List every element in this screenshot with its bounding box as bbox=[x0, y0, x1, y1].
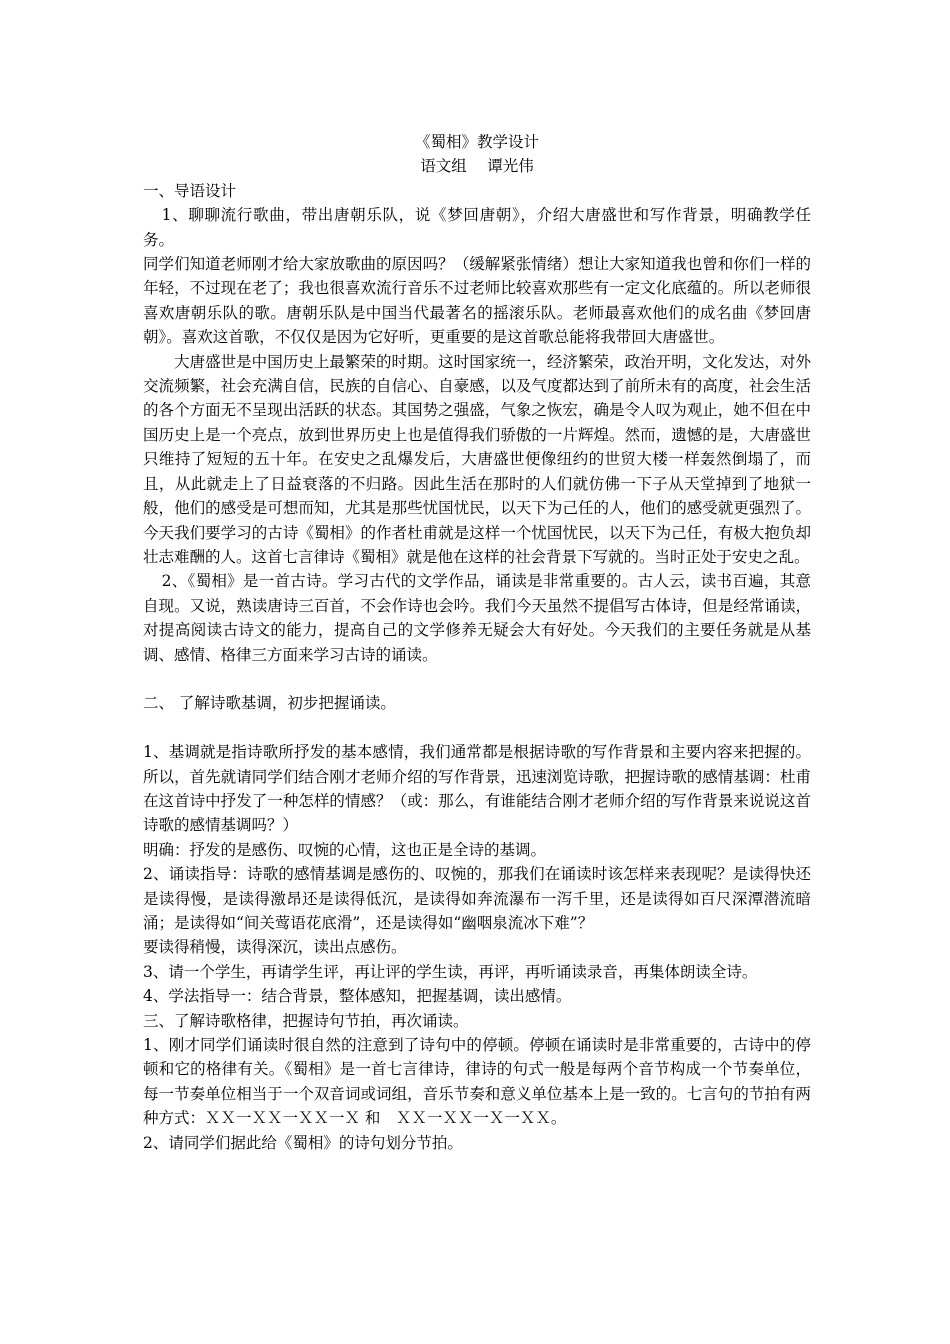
paragraph: 大唐盛世是中国历史上最繁荣的时期。这时国家统一，经济繁荣，政治开明，文化发达，对外交流频繁，社会充满自信，民族的自信心、自豪感，以及气度都达到了前所未有的高度，社会生活的各个方面无不呈现出活跃的状态。其国势之强盛，气象之恢宏，确是令人叹为观止，她不但在中国历史上是一个亮点，放到世界历史上也是值得我们骄傲的一片辉煌。然而，遗憾的是，大唐盛世只维持了短短的五十年。在安史之乱爆发后，大唐盛世便像纽约的世贸大楼一样轰然倒塌了，而且，从此就走上了日益衰落的不归路。因此生活在那时的人们就仿佛一下子从天堂掉到了地狱一般，他们的感受是可想而知，尤其是那些忧国忧民，以天下为己任的人，他们的感受就更强烈了。今天我们要学习的古诗《蜀相》的作者杜甫就是这样一个忧国忧民，以天下为己任，有极大抱负却壮志难酬的人。这首七言律诗《蜀相》就是他在这样的社会背景下写就的。当时正处于安史之乱。 bbox=[143, 352, 811, 566]
paragraph: 2、诵读指导：诗歌的感情基调是感伤的、叹惋的，那我们在诵读时该怎样来表现呢？是读得快还是读得慢，是读得激昂还是读得低沉，是读得如奔流瀑布一泻千里，还是读得如百尺深潭潜流暗涌；是读得如“间关莺语花底滑”，还是读得如“幽咽泉流冰下难”？ bbox=[143, 865, 811, 932]
paragraph: 4、学法指导一：结合背景，整体感知，把握基调，读出感情。 bbox=[143, 987, 572, 1006]
paragraph: 1、基调就是指诗歌所抒发的基本感情，我们通常都是根据诗歌的写作背景和主要内容来把握的。所以，首先就请同学们结合刚才老师介绍的写作背景，迅速浏览诗歌，把握诗歌的感情基调：杜甫在这首诗中抒发了一种怎样的情感？（或：那么，有谁能结合刚才老师介绍的写作背景来说说这首诗歌的感情基调吗？） bbox=[143, 743, 811, 835]
section-heading-1: 一、导语设计 bbox=[143, 181, 237, 200]
document-author: 语文组 谭光伟 bbox=[420, 157, 534, 176]
document-body bbox=[143, 130, 811, 1155]
paragraph: 2、《蜀相》是一首古诗。学习古代的文学作品，诵读是非常重要的。古人云，读书百遍，其意自现。又说，熟读唐诗三百首，不会作诗也会吟。我们今天虽然不提倡写古体诗，但是经常诵读，对提高阅读古诗文的能力，提高自己的文学修养无疑会大有好处。今天我们的主要任务就是从基调、感情、格律三方面来学习古诗的诵读。 bbox=[143, 572, 811, 664]
section-heading-3: 三、了解诗歌格律，把握诗句节拍，再次诵读。 bbox=[143, 1011, 469, 1030]
paragraph: 1、聊聊流行歌曲，带出唐朝乐队，说《梦回唐朝》，介绍大唐盛世和写作背景，明确教学任务。 bbox=[143, 206, 811, 249]
section-heading-2: 二、 了解诗歌基调，初步把握诵读。 bbox=[143, 694, 396, 713]
paragraph: 明确：抒发的是感伤、叹惋的心情，这也正是全诗的基调。 bbox=[143, 840, 547, 859]
blank-line bbox=[143, 667, 811, 691]
blank-line bbox=[143, 716, 811, 740]
paragraph: 要读得稍慢，读得深沉，读出点感伤。 bbox=[143, 938, 407, 957]
document-title: 《蜀相》教学设计 bbox=[414, 133, 539, 151]
paragraph: 1、刚才同学们诵读时很自然的注意到了诗句中的停顿。停顿在诵读时是非常重要的，古诗中的停顿和它的格律有关。《蜀相》是一首七言律诗，律诗的句式一般是每两个音节构成一个节奏单位，每一节奏单位相当于一个双音词或词组，音乐节奏和意义单位基本上是一致的。七言句的节拍有两种方式：ＸＸ一ＸＸ一ＸＸ一Ｘ 和 ＸＸ一ＸＸ一Ｘ一ＸＸ。 bbox=[143, 1036, 811, 1128]
paragraph: 2、请同学们据此给《蜀相》的诗句划分节拍。 bbox=[143, 1133, 463, 1152]
paragraph: 3、请一个学生，再请学生评，再让评的学生读，再评，再听诵读录音，再集体朗读全诗。 bbox=[143, 962, 758, 981]
paragraph: 同学们知道老师刚才给大家放歌曲的原因吗？（缓解紧张情绪）想让大家知道我也曾和你们一样的年轻，不过现在老了；我也很喜欢流行音乐不过老师比较喜欢那些有一定文化底蕴的。所以老师很喜欢唐朝乐队的歌。唐朝乐队是中国当代最著名的摇滚乐队。老师最喜欢他们的成名曲《梦回唐朝》。喜欢这首歌，不仅仅是因为它好听，更重要的是这首歌总能将我带回大唐盛世。 bbox=[143, 255, 811, 347]
